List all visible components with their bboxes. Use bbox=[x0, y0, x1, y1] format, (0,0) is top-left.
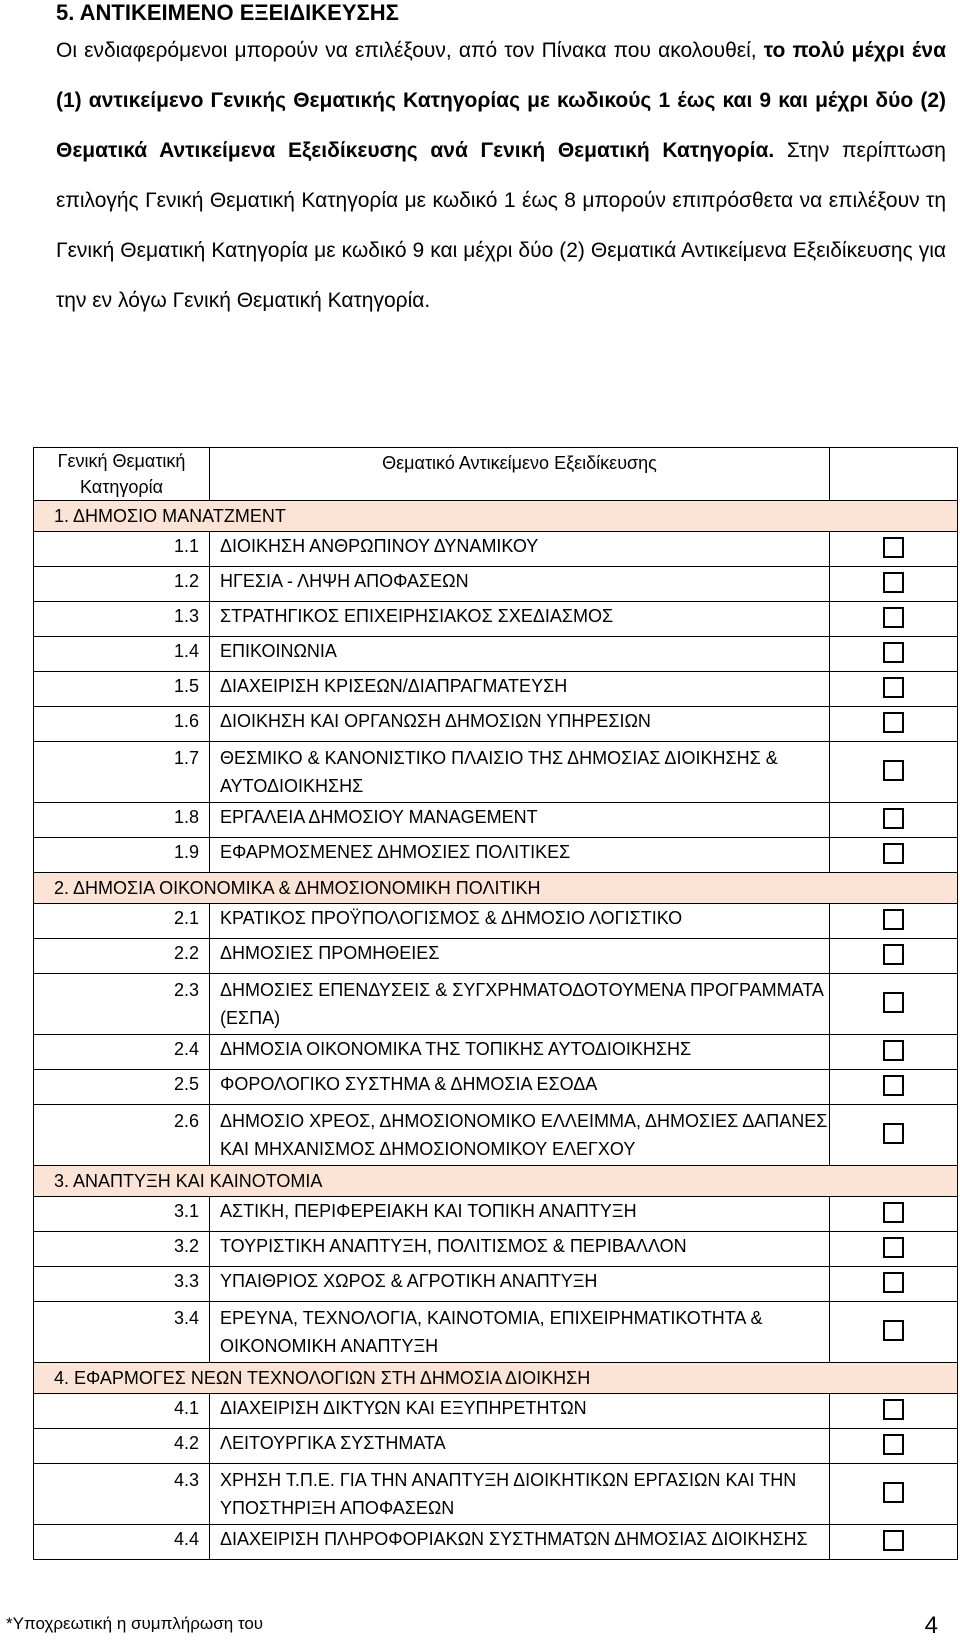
topic-text: ΥΠΑΙΘΡΙΟΣ ΧΩΡΟΣ & ΑΓΡΟΤΙΚΗ ΑΝΑΠΤΥΞΗ bbox=[210, 1267, 830, 1302]
select-checkbox[interactable] bbox=[883, 1434, 904, 1455]
topic-code: 2.5 bbox=[34, 1070, 210, 1105]
topic-text: ΔΙΑΧΕΙΡΙΣΗ ΔΙΚΤΥΩΝ ΚΑΙ ΕΞΥΠΗΡΕΤΗΤΩΝ bbox=[210, 1394, 830, 1429]
topic-code: 1.3 bbox=[34, 602, 210, 637]
select-checkbox[interactable] bbox=[883, 572, 904, 593]
topic-text: ΔΙΟΙΚΗΣΗ ΑΝΘΡΩΠΙΝΟΥ ΔΥΝΑΜΙΚΟΥ bbox=[210, 532, 830, 567]
topic-text: ΑΣΤΙΚΗ, ΠΕΡΙΦΕΡΕΙΑΚΗ ΚΑΙ ΤΟΠΙΚΗ ΑΝΑΠΤΥΞΗ bbox=[210, 1197, 830, 1232]
category-row bbox=[34, 501, 958, 532]
checkbox-cell bbox=[830, 838, 958, 873]
category-row bbox=[34, 873, 958, 904]
topic-row bbox=[34, 1464, 958, 1525]
checkbox-cell bbox=[830, 939, 958, 974]
topic-text: ΧΡΗΣΗ Τ.Π.Ε. ΓΙΑ ΤΗΝ ΑΝΑΠΤΥΞΗ ΔΙΟΙΚΗΤΙΚΩΝ ΕΡΓΑΣΙΩΝ ΚΑΙ ΤΗΝ ΥΠΟΣΤΗΡΙΞΗ ΑΠΟΦΑΣΕΩΝ bbox=[210, 1464, 830, 1525]
topic-code: 2.4 bbox=[34, 1035, 210, 1070]
topic-row bbox=[34, 1525, 958, 1560]
topic-code: 2.1 bbox=[34, 904, 210, 939]
select-checkbox[interactable] bbox=[883, 712, 904, 733]
checkbox-cell bbox=[830, 974, 958, 1035]
topic-text: ΕΦΑΡΜΟΣΜΕΝΕΣ ΔΗΜΟΣΙΕΣ ΠΟΛΙΤΙΚΕΣ bbox=[210, 838, 830, 873]
topic-code: 3.4 bbox=[34, 1302, 210, 1363]
category-row bbox=[34, 1363, 958, 1394]
topic-code: 1.5 bbox=[34, 672, 210, 707]
checkbox-cell bbox=[830, 1035, 958, 1070]
checkbox-cell bbox=[830, 1429, 958, 1464]
checkbox-cell bbox=[830, 672, 958, 707]
topic-text: ΔΙΟΙΚΗΣΗ ΚΑΙ ΟΡΓΑΝΩΣΗ ΔΗΜΟΣΙΩΝ ΥΠΗΡΕΣΙΩΝ bbox=[210, 707, 830, 742]
topic-code: 2.3 bbox=[34, 974, 210, 1035]
topic-row bbox=[34, 1035, 958, 1070]
select-checkbox[interactable] bbox=[883, 808, 904, 829]
checkbox-cell bbox=[830, 1267, 958, 1302]
select-checkbox[interactable] bbox=[883, 1399, 904, 1420]
topic-text: ΛΕΙΤΟΥΡΓΙΚΑ ΣΥΣΤΗΜΑΤΑ bbox=[210, 1429, 830, 1464]
topic-code: 1.8 bbox=[34, 803, 210, 838]
checkbox-cell bbox=[830, 602, 958, 637]
footer-note: *Υποχρεωτική η συμπλήρωση του bbox=[6, 1614, 264, 1633]
topic-code: 1.7 bbox=[34, 742, 210, 803]
topic-text: ΤΟΥΡΙΣΤΙΚΗ ΑΝΑΠΤΥΞΗ, ΠΟΛΙΤΙΣΜΟΣ & ΠΕΡΙΒΑΛΛΟΝ bbox=[210, 1232, 830, 1267]
intro-rest-text: Στην περίπτωση επιλογής Γενική Θεματική Κατηγορία με κωδικό 1 έως 8 μπορούν επιπρόσθετα να επιλέξουν τη Γενική Θεματική Κατηγορία με κωδικό 9 και μέχρι δύο (2) Θεματικά Αντικείμενα Εξειδίκευσης για την εν λόγω Γενική Θεματική Κατηγορία. bbox=[56, 139, 946, 312]
select-checkbox[interactable] bbox=[883, 1272, 904, 1293]
topic-row bbox=[34, 803, 958, 838]
category-label: 2. ΔΗΜΟΣΙΑ ΟΙΚΟΝΟΜΙΚΑ & ΔΗΜΟΣΙΟΝΟΜΙΚΗ ΠΟΛΙΤΙΚΗ bbox=[34, 873, 958, 904]
intro-first-line: Οι ενδιαφερόμενοι μπορούν να επιλέξουν, από τον Πίνακα που ακολουθεί, bbox=[56, 39, 757, 62]
checkbox-cell bbox=[830, 904, 958, 939]
category-label: 1. ΔΗΜΟΣΙΟ ΜΑΝΑΤΖΜΕΝΤ bbox=[34, 501, 958, 532]
select-checkbox[interactable] bbox=[883, 992, 904, 1013]
select-checkbox[interactable] bbox=[883, 843, 904, 864]
checkbox-cell bbox=[830, 1197, 958, 1232]
topic-code: 1.6 bbox=[34, 707, 210, 742]
topic-code: 3.3 bbox=[34, 1267, 210, 1302]
select-checkbox[interactable] bbox=[883, 1530, 904, 1551]
topic-row bbox=[34, 1197, 958, 1232]
topic-row bbox=[34, 1267, 958, 1302]
topic-row bbox=[34, 1394, 958, 1429]
intro-bold-text: το πολύ μέχρι ένα (1) αντικείμενο Γενικής Θεματικής Κατηγορίας με κωδικούς 1 έως και 9 και μέχρι δύο (2) Θεματικά Αντικείμενα Εξειδίκευσης ανά Γενική Θεματική Κατηγορία. bbox=[56, 39, 946, 162]
topic-text: ΚΡΑΤΙΚΟΣ ΠΡΟΫΠΟΛΟΓΙΣΜΟΣ & ΔΗΜΟΣΙΟ ΛΟΓΙΣΤΙΚΟ bbox=[210, 904, 830, 939]
select-checkbox[interactable] bbox=[883, 1075, 904, 1096]
topic-row bbox=[34, 742, 958, 803]
topic-code: 4.3 bbox=[34, 1464, 210, 1525]
select-checkbox[interactable] bbox=[883, 944, 904, 965]
select-checkbox[interactable] bbox=[883, 1320, 904, 1341]
topic-code: 1.9 bbox=[34, 838, 210, 873]
checkbox-cell bbox=[830, 742, 958, 803]
checkbox-cell bbox=[830, 1464, 958, 1525]
topic-code: 4.1 bbox=[34, 1394, 210, 1429]
checkbox-cell bbox=[830, 1302, 958, 1363]
topic-row bbox=[34, 707, 958, 742]
select-checkbox[interactable] bbox=[883, 1123, 904, 1144]
topic-text: ΔΙΑΧΕΙΡΙΣΗ ΠΛΗΡΟΦΟΡΙΑΚΩΝ ΣΥΣΤΗΜΑΤΩΝ ΔΗΜΟΣΙΑΣ ΔΙΟΙΚΗΣΗΣ bbox=[210, 1525, 830, 1560]
header-topic: Θεματικό Αντικείμενο Εξειδίκευσης bbox=[210, 448, 830, 501]
topic-row bbox=[34, 1070, 958, 1105]
topic-text: ΔΗΜΟΣΙΟ ΧΡΕΟΣ, ΔΗΜΟΣΙΟΝΟΜΙΚΟ ΕΛΛΕΙΜΜΑ, ΔΗΜΟΣΙΕΣ ΔΑΠΑΝΕΣ ΚΑΙ ΜΗΧΑΝΙΣΜΟΣ ΔΗΜΟΣΙΟΝΟΜΙΚΟΥ ΕΛΕΓΧΟΥ bbox=[210, 1105, 830, 1166]
select-checkbox[interactable] bbox=[883, 677, 904, 698]
topic-text: ΣΤΡΑΤΗΓΙΚΟΣ ΕΠΙΧΕΙΡΗΣΙΑΚΟΣ ΣΧΕΔΙΑΣΜΟΣ bbox=[210, 602, 830, 637]
checkbox-cell bbox=[830, 803, 958, 838]
select-checkbox[interactable] bbox=[883, 1482, 904, 1503]
topic-row bbox=[34, 567, 958, 602]
checkbox-cell bbox=[830, 1232, 958, 1267]
select-checkbox[interactable] bbox=[883, 760, 904, 781]
select-checkbox[interactable] bbox=[883, 1202, 904, 1223]
select-checkbox[interactable] bbox=[883, 1237, 904, 1258]
topic-code: 4.4 bbox=[34, 1525, 210, 1560]
select-checkbox[interactable] bbox=[883, 607, 904, 628]
topic-code: 1.2 bbox=[34, 567, 210, 602]
topic-row bbox=[34, 1232, 958, 1267]
category-row bbox=[34, 1166, 958, 1197]
topic-code: 1.4 bbox=[34, 637, 210, 672]
topic-row bbox=[34, 672, 958, 707]
topic-code: 3.1 bbox=[34, 1197, 210, 1232]
select-checkbox[interactable] bbox=[883, 537, 904, 558]
topics-table bbox=[33, 447, 958, 1560]
checkbox-cell bbox=[830, 1525, 958, 1560]
checkbox-cell bbox=[830, 1070, 958, 1105]
topic-row bbox=[34, 974, 958, 1035]
checkbox-cell bbox=[830, 1105, 958, 1166]
topic-text: ΘΕΣΜΙΚΟ & ΚΑΝΟΝΙΣΤΙΚΟ ΠΛΑΙΣΙΟ ΤΗΣ ΔΗΜΟΣΙΑΣ ΔΙΟΙΚΗΣΗΣ & ΑΥΤΟΔΙΟΙΚΗΣΗΣ bbox=[210, 742, 830, 803]
select-checkbox[interactable] bbox=[883, 909, 904, 930]
topic-text: ΦΟΡΟΛΟΓΙΚΟ ΣΥΣΤΗΜΑ & ΔΗΜΟΣΙΑ ΕΣΟΔΑ bbox=[210, 1070, 830, 1105]
topic-row bbox=[34, 637, 958, 672]
header-check-column bbox=[830, 448, 958, 501]
topic-text: ΕΡΓΑΛΕΙΑ ΔΗΜΟΣΙΟΥ MANAGEMENT bbox=[210, 803, 830, 838]
topic-text: ΔΙΑΧΕΙΡΙΣΗ ΚΡΙΣΕΩΝ/ΔΙΑΠΡΑΓΜΑΤΕΥΣΗ bbox=[210, 672, 830, 707]
table-header-row bbox=[34, 448, 958, 501]
page-number: 4 bbox=[924, 1612, 938, 1639]
select-checkbox[interactable] bbox=[883, 1040, 904, 1061]
topic-code: 3.2 bbox=[34, 1232, 210, 1267]
checkbox-cell bbox=[830, 1394, 958, 1429]
intro-paragraph bbox=[56, 26, 946, 326]
topic-text: ΔΗΜΟΣΙΕΣ ΠΡΟΜΗΘΕΙΕΣ bbox=[210, 939, 830, 974]
topic-row bbox=[34, 1105, 958, 1166]
header-category: Γενική Θεματική Κατηγορία bbox=[34, 448, 210, 501]
topic-row bbox=[34, 904, 958, 939]
topic-text: ΕΡΕΥΝΑ, ΤΕΧΝΟΛΟΓΙΑ, ΚΑΙΝΟΤΟΜΙΑ, ΕΠΙΧΕΙΡΗΜΑΤΙΚΟΤΗΤΑ & ΟΙΚΟΝΟΜΙΚΗ ΑΝΑΠΤΥΞΗ bbox=[210, 1302, 830, 1363]
checkbox-cell bbox=[830, 532, 958, 567]
topic-text: ΔΗΜΟΣΙΕΣ ΕΠΕΝΔΥΣΕΙΣ & ΣΥΓΧΡΗΜΑΤΟΔΟΤΟΥΜΕΝΑ ΠΡΟΓΡΑΜΜΑΤΑ (ΕΣΠΑ) bbox=[210, 974, 830, 1035]
topic-row bbox=[34, 1302, 958, 1363]
topic-row bbox=[34, 939, 958, 974]
topic-code: 1.1 bbox=[34, 532, 210, 567]
select-checkbox[interactable] bbox=[883, 642, 904, 663]
category-label: 3. ΑΝΑΠΤΥΞΗ ΚΑΙ ΚΑΙΝΟΤΟΜΙΑ bbox=[34, 1166, 958, 1197]
topic-code: 2.2 bbox=[34, 939, 210, 974]
checkbox-cell bbox=[830, 637, 958, 672]
topic-code: 4.2 bbox=[34, 1429, 210, 1464]
topic-row bbox=[34, 838, 958, 873]
topic-text: ΗΓΕΣΙΑ - ΛΗΨΗ ΑΠΟΦΑΣΕΩΝ bbox=[210, 567, 830, 602]
topic-text: ΔΗΜΟΣΙΑ ΟΙΚΟΝΟΜΙΚΑ ΤΗΣ ΤΟΠΙΚΗΣ ΑΥΤΟΔΙΟΙΚΗΣΗΣ bbox=[210, 1035, 830, 1070]
topic-row bbox=[34, 532, 958, 567]
category-label: 4. ΕΦΑΡΜΟΓΕΣ ΝΕΩΝ ΤΕΧΝΟΛΟΓΙΩΝ ΣΤΗ ΔΗΜΟΣΙΑ ΔΙΟΙΚΗΣΗ bbox=[34, 1363, 958, 1394]
topic-code: 2.6 bbox=[34, 1105, 210, 1166]
checkbox-cell bbox=[830, 707, 958, 742]
section-heading: 5. ΑΝΤΙΚΕΙΜΕΝΟ ΕΞΕΙΔΙΚΕΥΣΗΣ bbox=[56, 0, 399, 25]
topic-text: ΕΠΙΚΟΙΝΩΝΙΑ bbox=[210, 637, 830, 672]
checkbox-cell bbox=[830, 567, 958, 602]
topic-row bbox=[34, 1429, 958, 1464]
topic-row bbox=[34, 602, 958, 637]
